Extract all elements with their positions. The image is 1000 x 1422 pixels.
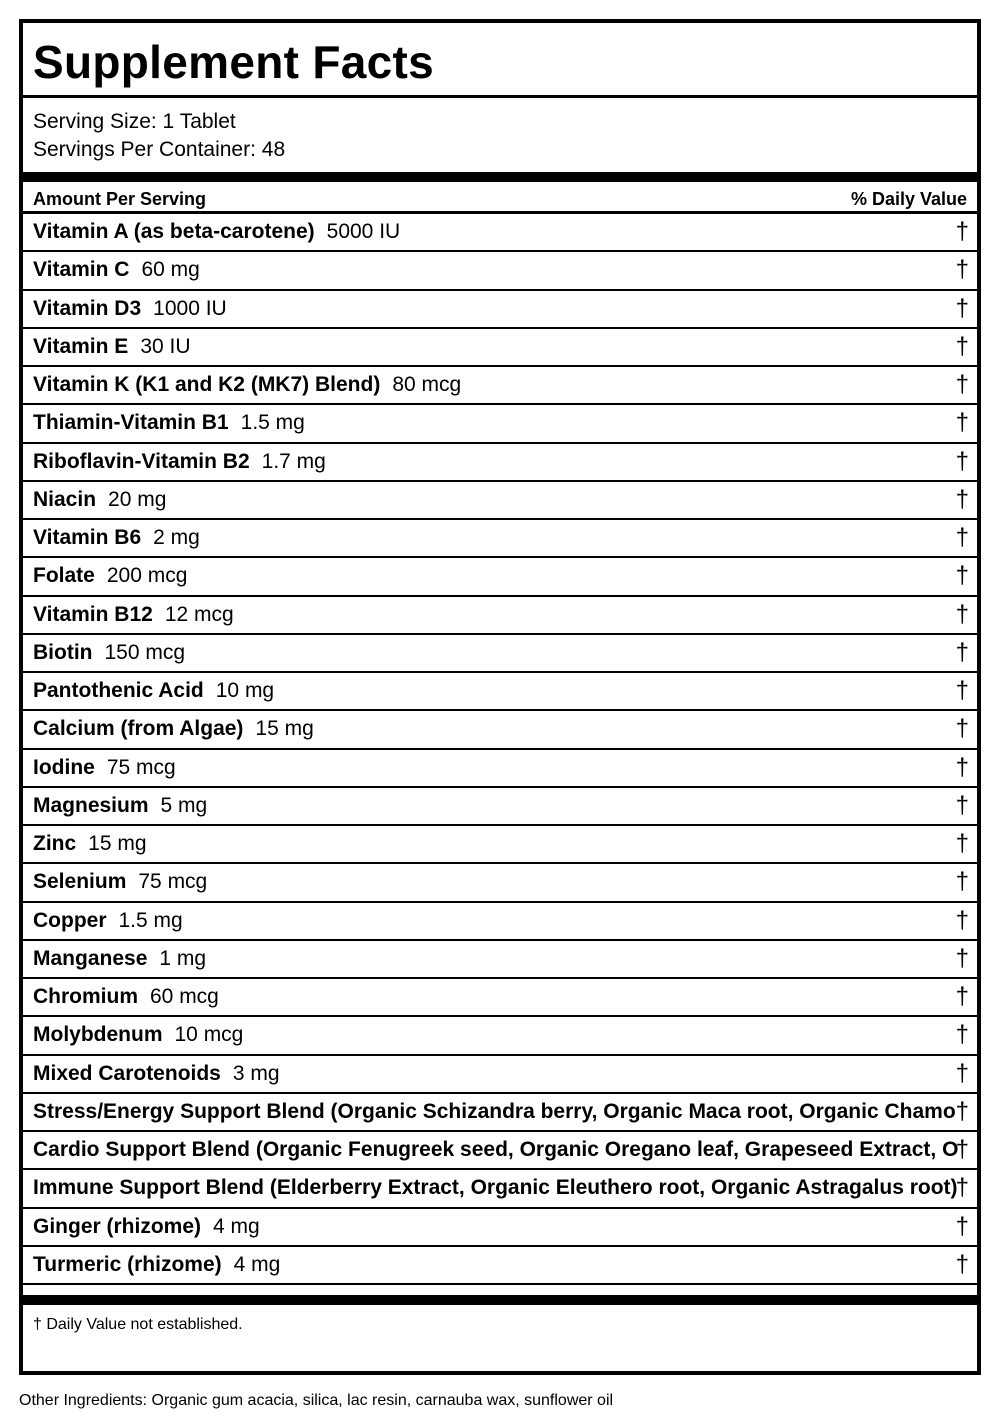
daily-value-dagger: † — [955, 1250, 969, 1278]
nutrient-amount: 4 mg — [213, 1214, 260, 1238]
daily-value-dagger: † — [955, 677, 969, 705]
nutrient-list — [23, 214, 977, 1285]
nutrient-amount: 200 mcg — [106, 564, 188, 588]
nutrient-row — [23, 711, 977, 749]
nutrient-amount: 10 mcg — [174, 1023, 244, 1047]
nutrient-name: Vitamin A (as beta-carotene) — [33, 220, 315, 244]
nutrient-name: Mixed Carotenoids — [33, 1061, 221, 1085]
nutrient-amount: 60 mcg — [150, 985, 219, 1009]
nutrient-row — [23, 1170, 977, 1208]
nutrient-row — [23, 520, 977, 558]
nutrient-row — [23, 252, 977, 290]
daily-value-dagger: † — [955, 600, 969, 628]
amount-per-serving-heading: Amount Per Serving — [33, 189, 207, 209]
nutrient-row — [23, 1209, 977, 1247]
nutrient-amount: 1.5 mg — [240, 411, 305, 435]
daily-value-dagger: † — [955, 447, 969, 475]
footer-divider — [23, 1295, 977, 1305]
nutrient-amount: 30 IU — [140, 334, 191, 358]
daily-value-dagger: † — [955, 753, 969, 781]
nutrient-amount: 4 mg — [233, 1252, 281, 1276]
nutrient-name: Magnesium — [33, 793, 149, 817]
nutrient-row — [23, 444, 977, 482]
nutrient-row — [23, 329, 977, 367]
daily-value-dagger: † — [955, 332, 969, 360]
daily-value-heading: % Daily Value — [850, 189, 967, 209]
nutrient-amount: 5000 IU — [326, 220, 401, 244]
nutrient-row — [23, 558, 977, 596]
daily-value-dagger: † — [955, 1059, 969, 1087]
nutrient-name: Vitamin K (K1 and K2 (MK7) Blend) — [33, 373, 381, 397]
nutrient-amount: 15 mg — [88, 832, 147, 856]
nutrient-amount: 10 mg — [215, 679, 275, 703]
nutrient-row — [23, 1056, 977, 1094]
nutrient-row — [23, 788, 977, 826]
nutrient-amount: 75 mcg — [138, 870, 208, 894]
panel-title: Supplement Facts — [33, 36, 434, 88]
nutrient-name: Turmeric (rhizome) — [33, 1252, 222, 1276]
nutrient-row — [23, 1132, 977, 1170]
nutrient-name: Folate — [33, 564, 95, 588]
nutrient-name: Ginger (rhizome) — [33, 1214, 202, 1238]
nutrient-name: Calcium (from Algae) — [33, 717, 244, 741]
daily-value-dagger: † — [955, 906, 969, 934]
daily-value-dagger: † — [955, 294, 969, 322]
nutrient-name: Pantothenic Acid — [33, 679, 204, 703]
daily-value-dagger: † — [955, 562, 969, 590]
nutrient-name: Vitamin C — [33, 258, 130, 282]
daily-value-dagger: † — [955, 944, 969, 972]
nutrient-amount: 80 mcg — [392, 373, 462, 397]
daily-value-dagger: † — [955, 868, 969, 896]
daily-value-dagger: † — [955, 371, 969, 399]
nutrient-amount: 20 mg — [108, 487, 167, 511]
nutrient-row — [23, 979, 977, 1017]
nutrient-amount: 75 mcg — [106, 755, 176, 779]
nutrient-name: Stress/Energy Support Blend (Organic Schizandra berry, Organic Maca root, Organic Chamo — [33, 1099, 956, 1123]
nutrient-name: Vitamin D3 — [33, 296, 142, 320]
nutrient-row — [23, 597, 977, 635]
footnote: † Daily Value not established. — [33, 1316, 243, 1333]
daily-value-dagger: † — [955, 524, 969, 552]
nutrient-name: Copper — [33, 908, 107, 932]
nutrient-name: Niacin — [33, 487, 97, 511]
nutrient-row — [23, 864, 977, 902]
daily-value-dagger: † — [955, 1136, 969, 1164]
daily-value-dagger: † — [955, 256, 969, 284]
nutrient-name: Riboflavin-Vitamin B2 — [33, 449, 250, 473]
nutrient-row — [23, 941, 977, 979]
nutrient-name: Manganese — [33, 946, 148, 970]
nutrient-row — [23, 291, 977, 329]
nutrient-amount: 1000 IU — [153, 296, 227, 320]
nutrient-row — [23, 750, 977, 788]
nutrient-amount: 1.5 mg — [118, 908, 183, 932]
nutrient-name: Cardio Support Blend (Organic Fenugreek seed, Organic Oregano leaf, Grapeseed Extract, O — [33, 1138, 959, 1162]
serving-info — [23, 98, 977, 172]
nutrient-amount: 12 mcg — [164, 602, 234, 626]
nutrient-amount: 1 mg — [159, 946, 207, 970]
daily-value-dagger: † — [955, 715, 969, 743]
nutrient-name: Immune Support Blend (Elderberry Extract, Organic Eleuthero root, Organic Astragalus root) — [33, 1176, 958, 1200]
nutrient-row — [23, 1247, 977, 1285]
nutrient-name: Thiamin-Vitamin B1 — [33, 411, 229, 435]
daily-value-dagger: † — [955, 409, 969, 437]
nutrient-name: Vitamin B12 — [33, 602, 153, 626]
nutrient-amount: 15 mg — [255, 717, 314, 741]
nutrient-row — [23, 903, 977, 941]
nutrient-name: Chromium — [33, 985, 138, 1009]
nutrient-row — [23, 673, 977, 711]
nutrient-amount: 5 mg — [160, 793, 208, 817]
nutrient-amount: 60 mg — [141, 258, 200, 282]
daily-value-dagger: † — [955, 485, 969, 513]
nutrient-name: Vitamin E — [33, 334, 129, 358]
nutrient-row — [23, 635, 977, 673]
column-header — [23, 182, 977, 214]
nutrient-name: Molybdenum — [33, 1023, 163, 1047]
serving-size: Serving Size: 1 Tablet — [33, 110, 236, 133]
nutrient-amount: 150 mcg — [104, 640, 186, 664]
nutrient-name: Zinc — [33, 832, 77, 856]
list-spacer — [23, 1285, 977, 1295]
daily-value-dagger: † — [955, 1212, 969, 1240]
nutrient-name: Selenium — [33, 870, 127, 894]
daily-value-dagger: † — [955, 218, 969, 246]
nutrient-amount: 1.7 mg — [261, 449, 326, 473]
nutrient-row — [23, 1017, 977, 1055]
daily-value-dagger: † — [955, 791, 969, 819]
nutrient-row — [23, 482, 977, 520]
other-ingredients: Other Ingredients: Organic gum acacia, silica, lac resin, carnauba wax, sunflower oil — [19, 1392, 614, 1409]
nutrient-amount: 2 mg — [153, 526, 200, 550]
daily-value-dagger: † — [955, 1021, 969, 1049]
nutrient-name: Iodine — [33, 755, 95, 779]
nutrient-name: Vitamin B6 — [33, 526, 142, 550]
servings-per-container: Servings Per Container: 48 — [33, 138, 286, 161]
daily-value-dagger: † — [955, 1174, 969, 1202]
nutrient-name: Biotin — [33, 640, 93, 664]
nutrient-row — [23, 214, 977, 252]
nutrient-row — [23, 1094, 977, 1132]
daily-value-dagger: † — [955, 1097, 969, 1125]
nutrient-row — [23, 826, 977, 864]
nutrient-row — [23, 405, 977, 443]
daily-value-dagger: † — [955, 983, 969, 1011]
serving-divider — [23, 172, 977, 182]
supplement-facts-panel — [19, 19, 981, 1375]
nutrient-amount: 3 mg — [232, 1061, 280, 1085]
nutrient-row — [23, 367, 977, 405]
daily-value-dagger: † — [955, 830, 969, 858]
daily-value-dagger: † — [955, 638, 969, 666]
